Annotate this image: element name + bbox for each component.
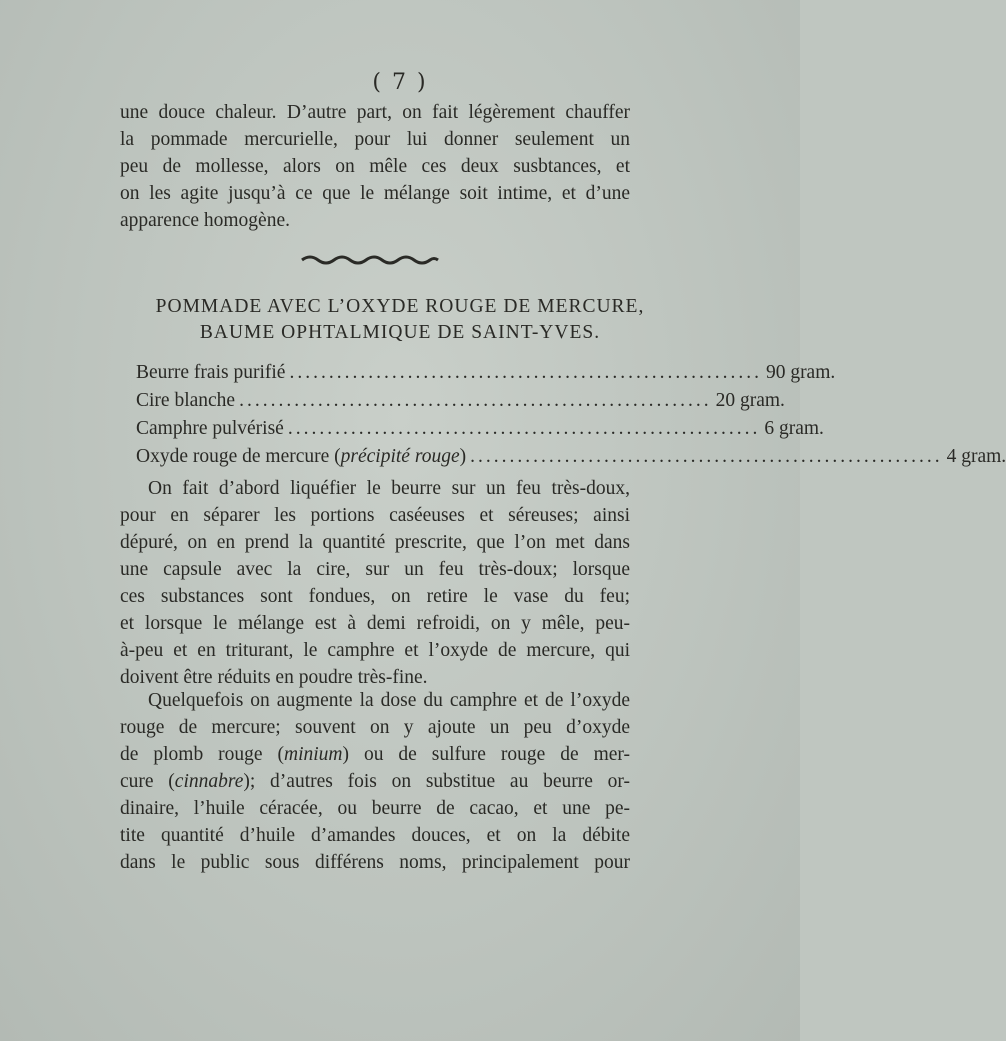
section-title-line2: BAUME OPHTALMIQUE DE SAINT-YVES. [199, 322, 601, 343]
ingredient-quantity: 20 gram. [715, 390, 785, 411]
recipe-row [136, 390, 785, 418]
ingredient-end: ) [459, 446, 467, 467]
leader-dots: ............................................................ [287, 418, 761, 439]
method-line: doivent être réduits en poudre très-fine. [120, 667, 428, 688]
intro-line: peu de mollesse, alors on mêle ces deux susbtances, et [120, 156, 630, 177]
variant-line: rouge de mercure; souvent on y ajoute un peu d’oxyde [120, 717, 630, 738]
recipe-row [136, 362, 836, 390]
method-line: ces substances sont fondues, on retire le vase du feu; [120, 586, 630, 607]
page-number: ( 7 ) [372, 70, 428, 95]
variant-text: cure ( [120, 771, 175, 792]
method-paragraph [120, 475, 630, 691]
method-line: une capsule avec la cire, sur un feu très-doux; lorsque [120, 559, 630, 580]
ingredient-quantity: 90 gram. [765, 362, 836, 383]
leader-dots: ............................................................ [289, 362, 762, 383]
intro-paragraph [120, 99, 630, 234]
variant-italic: minium [284, 744, 343, 765]
variant-line: dinaire, l’huile céracée, ou beurre de cacao, et une pe- [120, 798, 630, 819]
variant-line [120, 768, 630, 795]
method-line: dépuré, on en prend la quantité prescrite, que l’on met dans [120, 532, 630, 553]
variant-text: ); d’autres fois on substitue au beurre or- [243, 771, 630, 792]
intro-line: apparence homogène. [120, 210, 290, 231]
intro-line: une douce chaleur. D’autre part, on fait légèrement chauffer [120, 102, 630, 123]
method-line: On fait d’abord liquéfier le beurre sur un feu très-doux, [148, 478, 630, 499]
method-line: pour en séparer les portions caséeuses et séreuses; ainsi [120, 505, 630, 526]
variant-paragraph [120, 687, 630, 876]
variant-line: tite quantité d’huile d’amandes douces, et on la débite [120, 825, 630, 846]
variant-italic: cinnabre [174, 771, 244, 792]
leader-dots: ............................................................ [470, 446, 943, 467]
ingredient-name: Beurre frais purifié [136, 362, 286, 383]
method-line: à-peu et en triturant, le camphre et l’oxyde de mercure, qui [120, 640, 630, 661]
ornament-divider [300, 252, 440, 268]
variant-line: dans le public sous différens noms, principalement pour [120, 852, 630, 873]
ingredient-name: Camphre pulvérisé [136, 418, 284, 439]
variant-line [120, 741, 630, 768]
intro-line: on les agite jusqu’à ce que le mélange soit intime, et d’une [120, 183, 630, 204]
recipe-row [136, 418, 824, 446]
recipe-list [136, 362, 1006, 474]
ingredient-name: Cire blanche [136, 390, 236, 411]
method-line: et lorsque le mélange est à demi refroidi, on y mêle, peu- [120, 613, 630, 634]
variant-text: ) ou de sulfure rouge de mer- [342, 744, 630, 765]
section-title-line1: POMMADE AVEC L’OXYDE ROUGE DE MERCURE, [155, 296, 645, 317]
leader-dots: ............................................................ [239, 390, 712, 411]
ingredient-quantity: 4 gram. [946, 446, 1006, 467]
variant-line: Quelquefois on augmente la dose du camphre et de l’oxyde [148, 690, 630, 711]
intro-line: la pommade mercurielle, pour lui donner seulement un [120, 129, 630, 150]
recipe-row [136, 446, 1006, 474]
ingredient-name [136, 446, 466, 468]
ingredient-main: Oxyde rouge de mercure ( [136, 446, 341, 467]
ingredient-italic: précipité rouge [340, 446, 460, 467]
ingredient-quantity: 6 gram. [764, 418, 824, 439]
variant-text: de plomb rouge ( [120, 744, 284, 765]
